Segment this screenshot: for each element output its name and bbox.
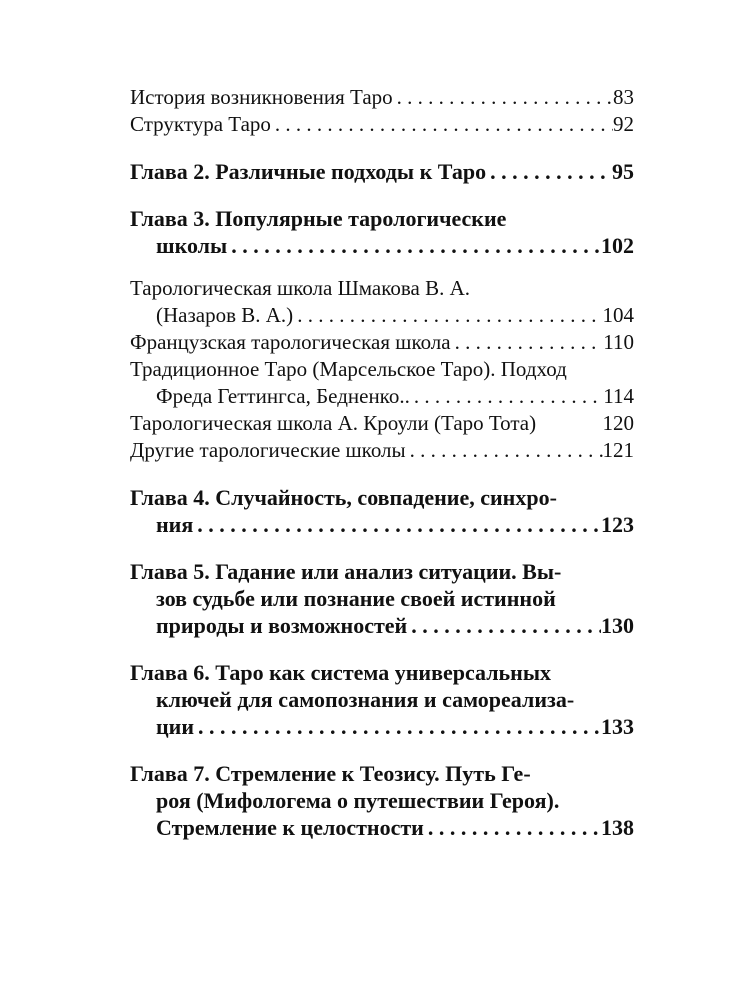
toc-line [130, 356, 634, 383]
toc-entry-text: роя (Мифологема о путешествии Героя). [156, 788, 560, 813]
toc-line [130, 410, 634, 437]
toc-line [130, 437, 634, 464]
toc-page-number: 110 [603, 330, 634, 354]
toc-page-number: 121 [602, 438, 634, 462]
toc-line [130, 84, 634, 111]
toc-page-number: 130 [601, 613, 634, 638]
toc-line [130, 383, 634, 410]
toc-chapter-entry [130, 760, 634, 841]
dot-leader [424, 814, 601, 841]
toc-entry-text: природы и возможностей [156, 613, 408, 638]
toc-entry-text: Глава 7. Стремление к Теозису. Путь Ге- [130, 761, 531, 786]
toc-page-number: 114 [603, 384, 634, 408]
dot-leader [406, 437, 603, 464]
dot-leader [410, 383, 603, 410]
dot-leader [486, 158, 612, 185]
toc-entry [130, 111, 634, 138]
toc-entry-text: зов судьбе или познание своей истинной [156, 586, 556, 611]
toc-line [130, 787, 634, 814]
dot-leader [393, 84, 613, 111]
toc-entry-text: Глава 4. Случайность, совпадение, синхро- [130, 485, 557, 510]
toc-page-number: 83 [613, 85, 634, 109]
dot-leader [451, 329, 604, 356]
toc-line [130, 205, 634, 232]
toc-line [130, 302, 634, 329]
toc-entry [130, 410, 634, 437]
toc-page-number: 120 [602, 411, 634, 435]
toc-line [130, 760, 634, 787]
table-of-contents [130, 84, 634, 841]
dot-leader [293, 302, 602, 329]
toc-line [130, 585, 634, 612]
toc-entry-text: ции [156, 714, 195, 739]
toc-line [130, 329, 634, 356]
toc-line [130, 111, 634, 138]
toc-page-number: 138 [601, 815, 634, 840]
toc-entry-text: ключей для самопознания и самореализа- [156, 687, 575, 712]
toc-entry [130, 329, 634, 356]
toc-entry-text: (Назаров В. А.) [156, 303, 294, 327]
toc-page-number: 92 [613, 112, 634, 136]
toc-line [130, 558, 634, 585]
toc-page-number: 133 [601, 714, 634, 739]
toc-entry [130, 275, 634, 329]
dot-leader [193, 511, 601, 538]
toc-page-number: 102 [601, 233, 634, 258]
toc-entry-text: школы [156, 233, 228, 258]
toc-line [130, 511, 634, 538]
toc-entry-text: Тарологическая школа А. Кроули (Таро Тота) [130, 411, 537, 435]
toc-entry-text: Глава 2. Различные подходы к Таро [130, 159, 487, 184]
toc-entry-text: Структура Таро [130, 112, 271, 136]
toc-entry [130, 356, 634, 410]
toc-entry-text: Стремление к целостности [156, 815, 424, 840]
toc-line [130, 158, 634, 185]
toc-entry-text: Тарологическая школа Шмакова В. А. [130, 276, 471, 300]
toc-chapter-entry [130, 484, 634, 538]
toc-entry-text: Французская тарологическая школа [130, 330, 451, 354]
toc-line [130, 659, 634, 686]
toc-page-number: 95 [612, 159, 634, 184]
toc-entry-text: Глава 5. Гадание или анализ ситуации. Вы- [130, 559, 562, 584]
toc-chapter-entry [130, 205, 634, 259]
toc-entry-text: История возникновения Таро [130, 85, 393, 109]
toc-entry-text: Глава 6. Таро как система универсальных [130, 660, 552, 685]
toc-entry-text: Фреда Геттингса, Бедненко.. [156, 384, 410, 408]
toc-line [130, 814, 634, 841]
toc-chapter-entry [130, 158, 634, 185]
dot-leader [407, 612, 601, 639]
toc-entry-text: Глава 3. Популярные тарологические [130, 206, 507, 231]
toc-line [130, 713, 634, 740]
toc-entry-text: ния [156, 512, 194, 537]
dot-leader [227, 232, 601, 259]
toc-entry-text: Традиционное Таро (Марсельское Таро). Подход [130, 357, 567, 381]
toc-chapter-entry [130, 659, 634, 740]
toc-line [130, 612, 634, 639]
toc-line [130, 686, 634, 713]
toc-line [130, 275, 634, 302]
toc-entry [130, 437, 634, 464]
toc-entry [130, 84, 634, 111]
toc-line [130, 484, 634, 511]
toc-entry-text: Другие тарологические школы [130, 438, 406, 462]
toc-page-number: 123 [601, 512, 634, 537]
toc-page-number: 104 [602, 303, 634, 327]
dot-leader [271, 111, 613, 138]
toc-line [130, 232, 634, 259]
dot-leader [194, 713, 601, 740]
toc-chapter-entry [130, 558, 634, 639]
